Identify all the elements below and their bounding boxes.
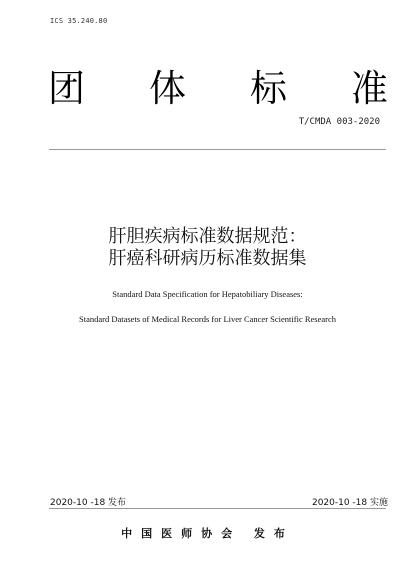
standard-category-heading bbox=[48, 68, 388, 110]
ics-code: ICS 35.240.80 bbox=[50, 17, 108, 25]
top-divider bbox=[49, 149, 386, 150]
heading-char-3: 标 bbox=[250, 67, 287, 110]
publisher: 中国医师协会 发布 bbox=[121, 527, 294, 540]
chinese-title-line-2: 肝癌科研病历标准数据集 bbox=[108, 248, 307, 269]
issue-date: 2020-10 -18 发布 bbox=[50, 498, 127, 508]
standard-number: T/CMDA 003-2020 bbox=[298, 117, 380, 127]
heading-char-1: 团 bbox=[48, 67, 85, 110]
bottom-divider bbox=[49, 508, 386, 509]
implementation-date: 2020-10 -18 实施 bbox=[311, 498, 388, 508]
chinese-title-line-1: 肝胆疾病标准数据规范： bbox=[108, 226, 307, 247]
heading-char-2: 体 bbox=[149, 67, 186, 110]
english-title-line-1: Standard Data Specification for Hepatobiliary Diseases: bbox=[112, 289, 303, 299]
english-title-line-2: Standard Datasets of Medical Records for Liver Cancer Scientific Research bbox=[78, 314, 337, 324]
heading-char-4: 准 bbox=[351, 67, 388, 110]
